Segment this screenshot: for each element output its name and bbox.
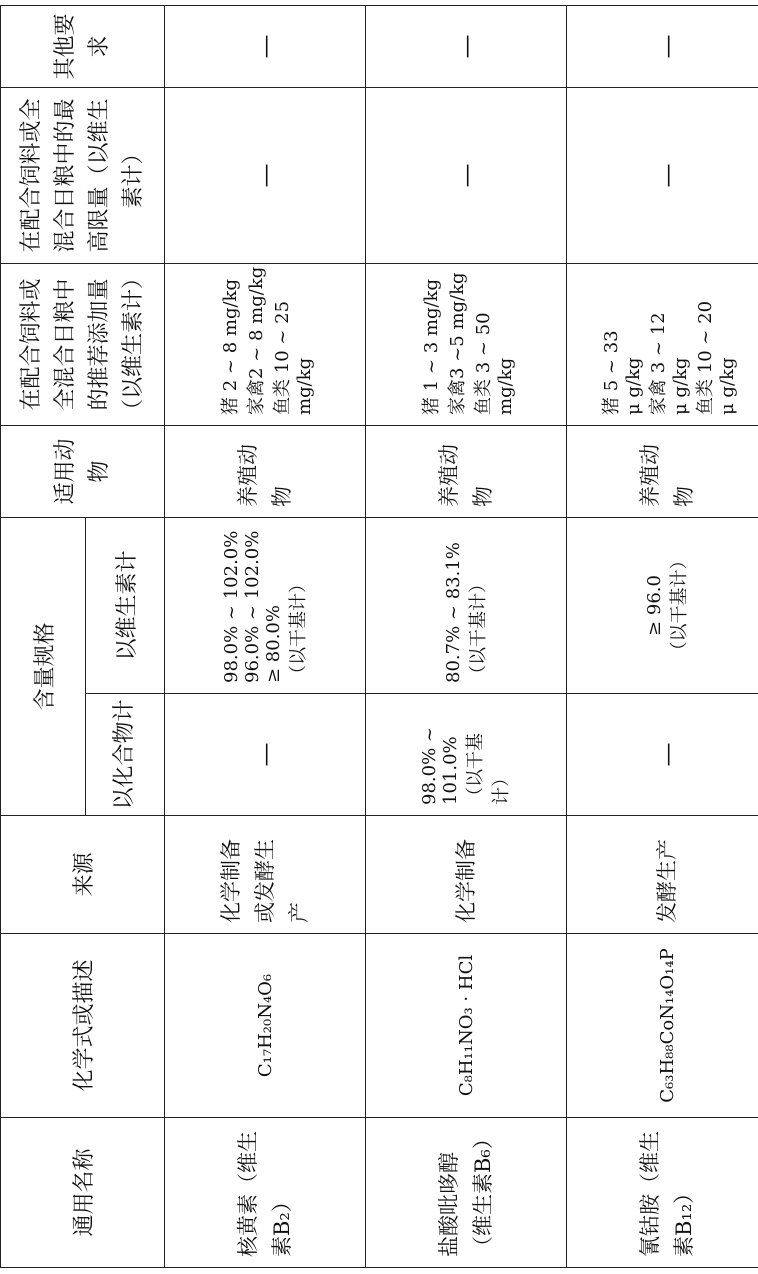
- recommended-line: 家禽 3 ~ 12: [647, 312, 669, 415]
- by-compound-line: （以干基: [465, 733, 486, 805]
- vitamin-additive-table: [0, 5, 758, 1268]
- cell-other: —: [366, 5, 567, 87]
- table-row: [165, 5, 366, 1267]
- recommended-line: μ g/kg: [716, 357, 738, 415]
- cell-max-limit: —: [366, 87, 567, 263]
- cell-formula: C₈H₁₁NO₃ · HCl: [366, 934, 567, 1118]
- by-vitamin-line: （以干基计）: [287, 575, 309, 683]
- table-row: [567, 5, 758, 1267]
- header-name: 通用名称: [1, 1118, 165, 1268]
- cell-source: 化学制备或发酵生产: [165, 816, 366, 934]
- cell-animals: 养殖动物: [366, 425, 567, 517]
- cell-by-compound: [366, 694, 567, 816]
- recommended-line: μ g/kg: [622, 357, 644, 415]
- cell-recommended: [366, 263, 567, 425]
- header-source: 来源: [1, 816, 165, 934]
- recommended-line: 鱼类 3 ~ 50: [472, 312, 494, 415]
- header-max-limit: 在配合饲料或全混合日粮中的最高限量（以维生素计）: [1, 87, 165, 263]
- cell-formula: C₆₃H₈₈CoN₁₄O₁₄P: [567, 934, 758, 1118]
- cell-max-limit: —: [567, 87, 758, 263]
- recommended-line: 家禽2 ~ 8 mg/kg: [245, 266, 267, 415]
- header-formula: 化学式或描述: [1, 934, 165, 1118]
- cell-recommended: [567, 263, 758, 425]
- by-compound-line: 101.0%: [440, 736, 461, 805]
- cell-recommended: [165, 263, 366, 425]
- recommended-line: mg/kg: [494, 357, 516, 415]
- cell-name: 核黄素（维生素B₂）: [165, 1118, 366, 1268]
- by-compound-line: 计）: [491, 769, 512, 805]
- header-recommended: 在配合饲料或全混合日粮中的推荐添加量（以维生素计）: [1, 263, 165, 425]
- by-compound-line: 98.0% ~: [419, 727, 440, 805]
- by-vitamin-line: ≥ 96.0: [643, 575, 665, 636]
- cell-formula: C₁₇H₂₀N₄O₆: [165, 934, 366, 1118]
- cell-by-compound: —: [165, 694, 366, 816]
- cell-source: 化学制备: [366, 816, 567, 934]
- header-animals: 适用动物: [1, 425, 165, 517]
- by-vitamin-line: 98.0% ~ 102.0%: [220, 530, 242, 683]
- cell-other: —: [165, 5, 366, 87]
- by-vitamin-line: 96.0% ~ 102.0%: [241, 530, 263, 683]
- by-vitamin-line: （以干基计）: [467, 575, 489, 683]
- recommended-line: μ g/kg: [669, 357, 691, 415]
- cell-other: —: [567, 5, 758, 87]
- recommended-line: 鱼类 10 ~ 25: [271, 300, 293, 415]
- by-vitamin-line: 80.7% ~ 83.1%: [442, 542, 464, 683]
- header-other: 其他要求: [1, 5, 165, 87]
- cell-by-compound: —: [567, 694, 758, 816]
- header-content-spec: 含量规格: [1, 517, 86, 815]
- by-vitamin-line: ≥ 80.0%: [262, 605, 284, 683]
- recommended-line: 家禽3 ~5 mg/kg: [446, 272, 468, 415]
- cell-by-vitamin: [366, 517, 567, 693]
- cell-by-vitamin: [165, 517, 366, 693]
- cell-name: 盐酸吡哆醇（维生素B₆）: [366, 1118, 567, 1268]
- header-by-compound: 以化合物计: [86, 694, 165, 816]
- by-vitamin-line: （以干基计）: [668, 551, 690, 660]
- recommended-line: 鱼类 10 ~ 20: [694, 300, 716, 415]
- cell-source: 发酵生产: [567, 816, 758, 934]
- cell-name: 氰钴胺（维生素B₁₂）: [567, 1118, 758, 1268]
- header-row: [1, 5, 86, 1267]
- cell-max-limit: —: [165, 87, 366, 263]
- recommended-line: mg/kg: [293, 357, 315, 415]
- cell-animals: 养殖动物: [567, 425, 758, 517]
- cell-animals: 养殖动物: [165, 425, 366, 517]
- table-row: [366, 5, 567, 1267]
- cell-by-vitamin: [567, 517, 758, 693]
- recommended-line: 猪 5 ~ 33: [600, 330, 622, 415]
- recommended-line: 猪 2 ~ 8 mg/kg: [219, 279, 241, 415]
- recommended-line: 猪 1 ~ 3 mg/kg: [420, 279, 442, 415]
- header-by-vitamin: 以维生素计: [86, 517, 165, 693]
